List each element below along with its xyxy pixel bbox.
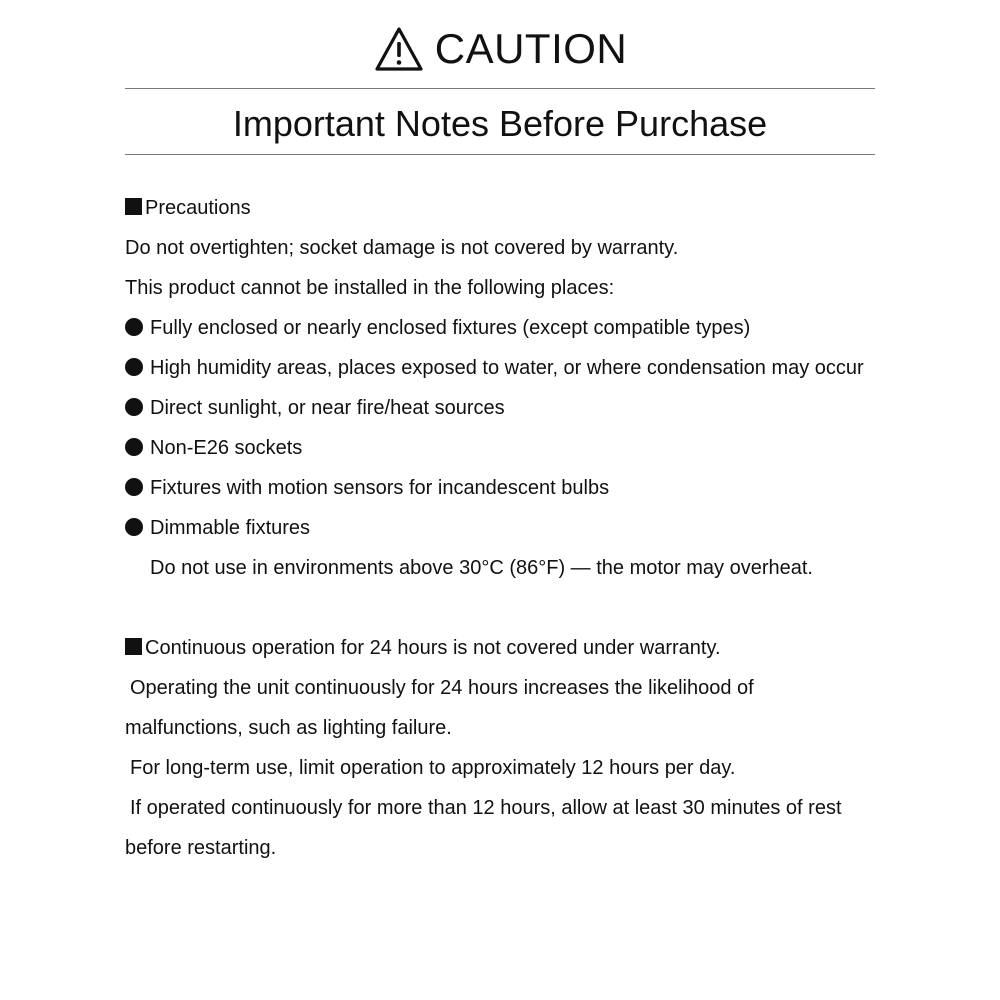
bullet-dot-icon (125, 358, 143, 376)
list-item: Dimmable fixtures (125, 508, 985, 548)
installation-intro-line: This product cannot be installed in the following places: (125, 277, 615, 299)
operation-line: For long-term use, limit operation to approximately 12 hours per day. (130, 757, 736, 779)
operation-line: If operated continuously for more than 12 hours, allow at least 30 minutes of rest (130, 797, 842, 819)
list-item: High humidity areas, places exposed to water, or where condensation may occur (125, 348, 985, 388)
caution-header (0, 24, 1000, 74)
bullet-dot-icon (125, 518, 143, 536)
caution-title: CAUTION (434, 25, 628, 72)
black-square-icon (125, 638, 142, 655)
black-square-icon (125, 198, 142, 215)
section-gap (125, 588, 985, 628)
operation-line: malfunctions, such as lighting failure. (125, 717, 452, 739)
operation-heading: Continuous operation for 24 hours is not covered under warranty. (125, 628, 985, 668)
page-subtitle: Important Notes Before Purchase (232, 103, 768, 144)
list-item: Non-E26 sockets (125, 428, 985, 468)
bottom-divider (125, 154, 875, 155)
top-divider (125, 88, 875, 89)
bullet-dot-icon (125, 398, 143, 416)
bullet-dot-icon (125, 318, 143, 336)
bullet-dot-icon (125, 438, 143, 456)
list-item: Direct sunlight, or near fire/heat sources (125, 388, 985, 428)
operation-line: Operating the unit continuously for 24 hours increases the likelihood of (130, 677, 754, 699)
operation-line: before restarting. (125, 837, 277, 859)
bullet-dot-icon (125, 478, 143, 496)
warning-triangle-icon (373, 25, 425, 73)
temperature-note: Do not use in environments above 30°C (86°F) — the motor may overheat. (150, 557, 813, 579)
notes-body (125, 188, 985, 868)
precautions-heading: Precautions (125, 188, 985, 228)
list-item: Fixtures with motion sensors for incandescent bulbs (125, 468, 985, 508)
list-item: Fully enclosed or nearly enclosed fixtures (except compatible types) (125, 308, 985, 348)
warranty-line: Do not overtighten; socket damage is not covered by warranty. (125, 237, 679, 259)
